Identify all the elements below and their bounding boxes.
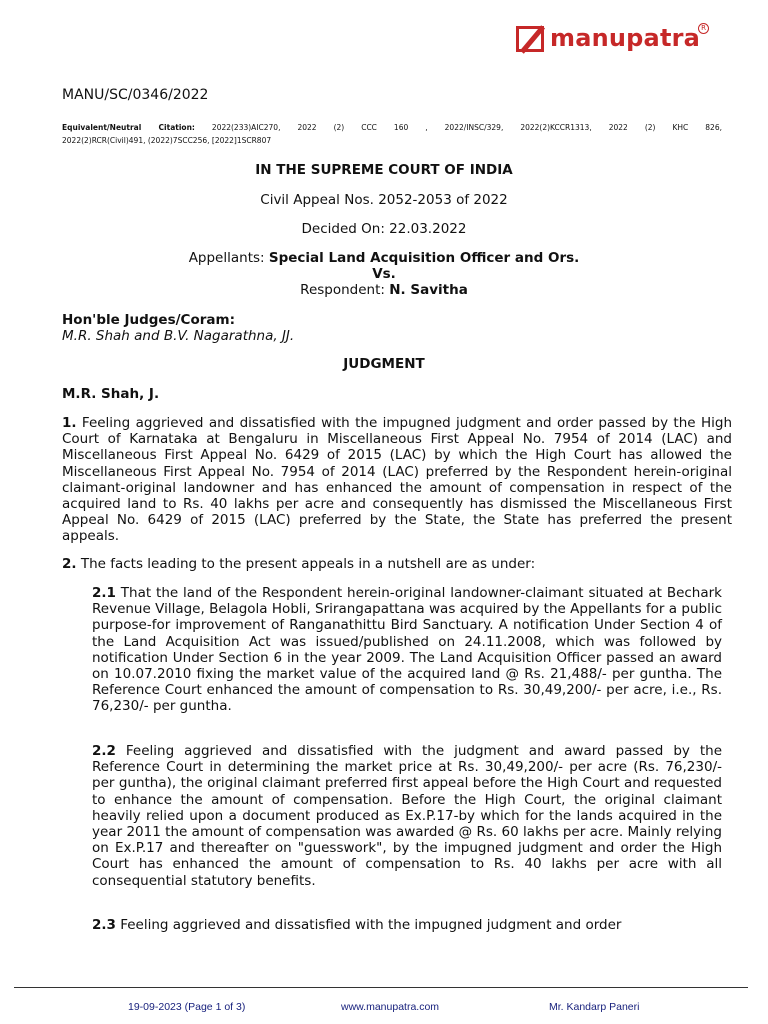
case-number: Civil Appeal Nos. 2052-2053 of 2022: [260, 192, 508, 208]
paragraph-text: Feeling aggrieved and dissatisfied with the judgment and award passed by the Reference Court in determining the market price at Rs. 30,49,200/- per acre (Rs. 76,230/- per guntha), the original claimant preferred first appeal before the High Court and requested to enhance the amount of compensation. Before the High Court, the original claimant heavily relied upon a document produced as Ex.P.17-by which for the lands acquired in the year 2011 the amount of compensation was awarded @ Rs. 60 lakhs per acre. Mainly relying on Ex.P.17 and thereafter on "guesswork", by the impugned judgment and order the High Court has enhanced the amount of compensation to Rs. 40 lakhs per acre with all consequential statutory benefits.: [92, 743, 723, 889]
paragraph-2-3: [92, 917, 722, 933]
paragraph-2-1: [92, 585, 722, 715]
citation-line-1: 2022(233)AIC270, 2022 (2) CCC 160 , 2022/INSC/329, 2022(2)KCCR1313, 2022 (2) KHC 826,: [211, 123, 722, 132]
court-name: IN THE SUPREME COURT OF INDIA: [255, 162, 513, 178]
paragraph-number: 2.: [62, 556, 77, 572]
paragraph-text: Feeling aggrieved and dissatisfied with the impugned judgment and order: [120, 917, 622, 933]
appellants-label: Appellants:: [188, 250, 265, 266]
paragraph-number: 1.: [62, 415, 77, 431]
respondent-label: Respondent:: [300, 282, 385, 298]
footer-divider: [14, 987, 748, 988]
judgment-heading: JUDGMENT: [343, 356, 425, 372]
logo-text: manupatra: [550, 24, 701, 52]
footer-site-link[interactable]: www.manupatra.com: [341, 1001, 440, 1013]
paragraph-number: 2.2: [92, 743, 116, 759]
paragraph-number: 2.3: [92, 917, 116, 933]
citation-line-2: 2022(2)RCR(Civil)491, (2022)7SCC256, [2022]1SCR807: [62, 136, 272, 145]
judgment-author: M.R. Shah, J.: [62, 386, 160, 402]
paragraph-number: 2.1: [92, 585, 116, 601]
footer-page-info: 19-09-2023 (Page 1 of 3): [128, 1001, 246, 1013]
respondent-name: N. Savitha: [389, 282, 468, 298]
manu-citation-id: MANU/SC/0346/2022: [62, 87, 209, 103]
versus: Vs.: [372, 266, 396, 282]
judges-names: M.R. Shah and B.V. Nagarathna, JJ.: [62, 328, 295, 344]
paragraph-2-2: [92, 743, 722, 889]
footer-user: Mr. Kandarp Paneri: [549, 1001, 640, 1013]
registered-mark-icon: R: [698, 23, 709, 34]
respondent-line: [62, 282, 706, 298]
paragraph-text: That the land of the Respondent herein-original landowner-claimant situated at Bechark Revenue Village, Belagola Hobli, Srirangapattana was acquired by the Appellants for a public purpose-for improvement of Ranganathittu Bird Sanctuary. A notification Under Section 4 of the Land Acquisition Act was issued/published on 24.11.2008, which was followed by notification Under Section 6 in the year 2009. The Land Acquisition Officer passed an award on 10.07.2010 fixing the market value of the acquired land @ Rs. 21,488/- per guntha. The Reference Court enhanced the amount of compensation to Rs. 30,49,200/- per acre, i.e., Rs. 76,230/- per guntha.: [92, 585, 722, 715]
appellants-name: Special Land Acquisition Officer and Ors.: [268, 250, 580, 266]
citation-label: Equivalent/Neutral Citation:: [62, 123, 195, 132]
paragraph-1: [62, 415, 732, 545]
paragraph-text: The facts leading to the present appeals in a nutshell are as under:: [80, 556, 536, 572]
paragraph-text: Feeling aggrieved and dissatisfied with the impugned judgment and order passed by the High Court of Karnataka at Bengaluru in Miscellaneous First Appeal No. 7954 of 2014 (LAC) and Miscellaneous First Appeal No. 6429 of 2015 (LAC) by which the High Court has allowed the Miscellaneous First Appeal No. 7954 of 2014 (LAC) preferred by the Respondent herein-original claimant-original landowner and has enhanced the amount of compensation in respect of the acquired land to Rs. 40 lakhs per acre and consequently has dismissed the Miscellaneous First Appeal No. 6429 of 2015 (LAC) preferred by the State, the State has preferred the present appeals.: [62, 415, 732, 545]
manupatra-logo: [516, 22, 712, 56]
appellants-line: [62, 250, 706, 266]
paragraph-2: [62, 556, 732, 572]
manupatra-logo-icon: [516, 26, 544, 52]
judges-label: Hon'ble Judges/Coram:: [62, 312, 235, 328]
decided-date: Decided On: 22.03.2022: [301, 221, 467, 237]
